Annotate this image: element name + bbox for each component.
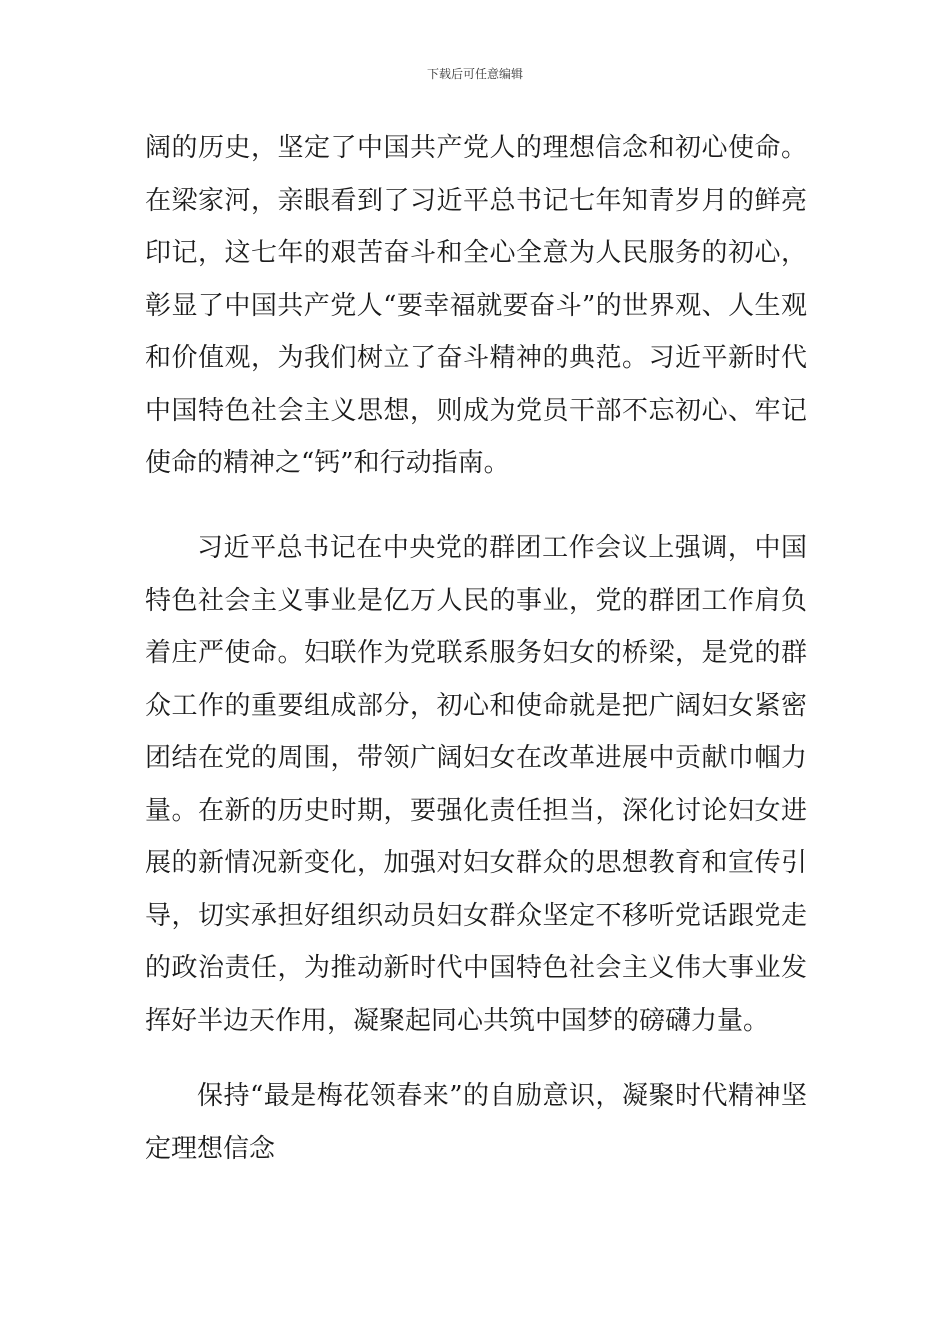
page-header-note: 下载后可任意编辑 xyxy=(426,67,523,81)
paragraph-3: 保持“最是梅花领春来”的自励意识，凝聚时代精神坚定理想信念 xyxy=(145,1081,807,1164)
paragraph-1: 阔的历史，坚定了中国共产党人的理想信念和初心使命。在梁家河，亲眼看到了习近平总书记七年知青岁月的鲜亮印记，这七年的艰苦奋斗和全心全意为人民服务的初心，彰显了中国共产党人“要幸福就要奋斗”的世界观、人生观和价值观，为我们树立了奋斗精神的典范。习近平新时代中国特色社会主义思想，则成为党员干部不忘初心、牢记使命的精神之“钙”和行动指南。 xyxy=(145,133,807,478)
paragraph-2: 习近平总书记在中央党的群团工作会议上强调，中国特色社会主义事业是亿万人民的事业，党的群团工作肩负着庄严使命。妇联作为党联系服务妇女的桥梁，是党的群众工作的重要组成部分，初心和使命就是把广阔妇女紧密团结在党的周围，带领广阔妇女在改革进展中贡献巾帼力量。在新的历史时期，要强化责任担当，深化讨论妇女进展的新情况新变化，加强对妇女群众的思想教育和宣传引导，切实承担好组织动员妇女群众坚定不移听党话跟党走的政治责任，为推动新时代中国特色社会主义伟大事业发挥好半边天作用，凝聚起同心共筑中国梦的磅礴力量。 xyxy=(145,533,807,1036)
